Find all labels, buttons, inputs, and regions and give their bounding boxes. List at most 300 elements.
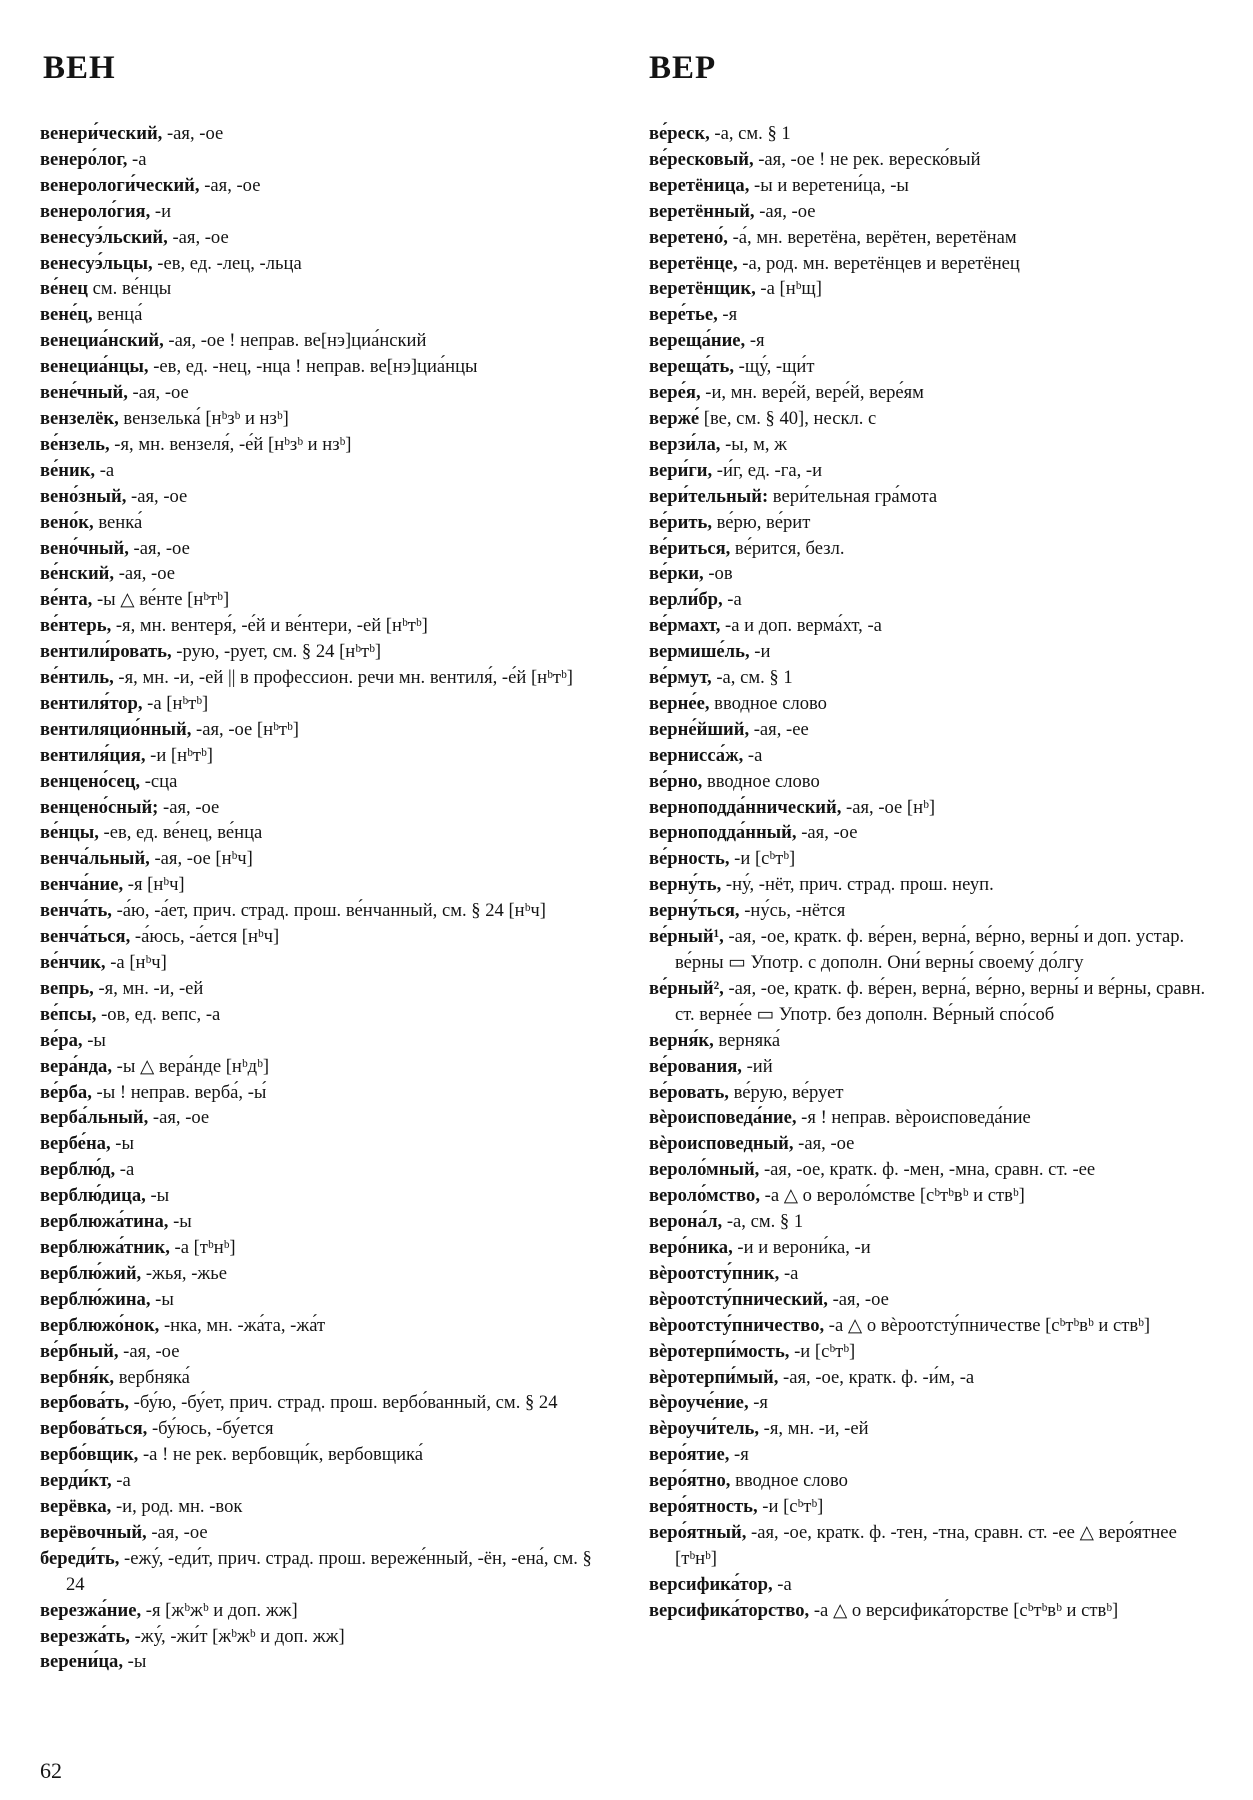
entry-body: -и [нᵇтᵇ] xyxy=(145,744,213,766)
entry-headword: верноподда́нный, xyxy=(649,822,797,844)
entry-headword: верени́ца, xyxy=(40,1651,123,1673)
entry-headword: венероло́гия, xyxy=(40,200,151,222)
entry-headword: ве́ресковый, xyxy=(649,148,754,170)
dictionary-entry xyxy=(649,1209,1217,1235)
entry-headword: верне́йший, xyxy=(649,718,750,740)
entry-body: -ая, -ое xyxy=(167,226,229,248)
dictionary-entry xyxy=(649,1080,1217,1106)
entry-headword: ве́нец xyxy=(40,278,88,300)
dictionary-entry xyxy=(40,1054,608,1080)
dictionary-entry xyxy=(649,717,1217,743)
entry-headword: ве́рный², xyxy=(649,977,724,999)
dictionary-entry xyxy=(649,173,1217,199)
dictionary-entry xyxy=(40,1365,608,1391)
entry-body: -а xyxy=(95,459,115,481)
entry-headword: ве́рования, xyxy=(649,1055,742,1077)
dictionary-entry xyxy=(649,536,1217,562)
entry-body: -ая, -ое xyxy=(126,485,188,507)
entry-body: -я xyxy=(729,1444,749,1466)
entry-headword: вероло́мный, xyxy=(649,1159,760,1181)
entry-headword: вербня́к, xyxy=(40,1366,115,1388)
entry-body: -а xyxy=(115,1159,135,1181)
entry-body: -ев, ед. -нец, -нца ! неправ. ве[нэ]циа́нцы xyxy=(148,356,478,378)
dictionary-entry xyxy=(40,846,608,872)
entry-headword: версифика́тор, xyxy=(649,1573,773,1595)
dictionary-entry xyxy=(649,872,1217,898)
entry-body: -ая, -ее xyxy=(749,718,809,740)
entry-headword: вене́ц, xyxy=(40,304,93,326)
entry-headword: версифика́торство, xyxy=(649,1599,810,1621)
entry-body: -а xyxy=(127,148,147,170)
entry-headword: ве́рный¹, xyxy=(649,926,724,948)
entry-body: ве́рую, ве́рует xyxy=(728,1081,844,1103)
dictionary-entry xyxy=(649,302,1217,328)
entry-headword: верблю́дица, xyxy=(40,1185,146,1207)
entry-body: -рую, -рует, см. § 24 [нᵇтᵇ] xyxy=(171,641,382,663)
entry-headword: ве́ра, xyxy=(40,1029,83,1051)
dictionary-entry xyxy=(649,795,1217,821)
entry-headword: верне́е, xyxy=(649,692,710,714)
entry-headword: верезжа́ние, xyxy=(40,1599,142,1621)
dictionary-entry xyxy=(40,665,608,691)
entry-body: венца́ xyxy=(92,304,143,326)
dictionary-entry xyxy=(649,1235,1217,1261)
entry-headword: венециа́нцы, xyxy=(40,356,149,378)
dictionary-entry xyxy=(40,121,608,147)
dictionary-entry xyxy=(40,406,608,432)
dictionary-entry xyxy=(40,1598,608,1624)
entry-body: -ая, -ое [нᵇч] xyxy=(149,848,253,870)
entry-body: -ы xyxy=(145,1185,170,1207)
entry-headword: венесуэ́льский, xyxy=(40,226,168,248)
entry-body: -я, мн. вензеля́, -е́й [нᵇзᵇ и нзᵇ] xyxy=(109,433,352,455)
dictionary-entry xyxy=(649,1287,1217,1313)
dictionary-entry xyxy=(40,872,608,898)
entry-headword: ве́нтиль, xyxy=(40,667,114,689)
right-column xyxy=(649,121,1217,1624)
entry-body: -а, см. § 1 xyxy=(722,1211,804,1233)
entry-body: -а xyxy=(111,1470,131,1492)
dictionary-entry xyxy=(40,639,608,665)
entry-body: [ве, см. § 40], нескл. с xyxy=(699,407,877,429)
entry-body: -жья, -жье xyxy=(141,1262,227,1284)
entry-headword: вентиля́ция, xyxy=(40,744,146,766)
entry-body: -бу́ю, -бу́ет, прич. страд. прош. вербо́ванный, см. § 24 xyxy=(129,1392,558,1414)
entry-body: -ну́, -нёт, прич. страд. прош. неуп. xyxy=(721,874,994,896)
entry-body: -ая, -ое xyxy=(128,537,190,559)
entry-body: -а xyxy=(722,589,742,611)
dictionary-entry xyxy=(40,898,608,924)
entry-headword: веретено́, xyxy=(649,226,728,248)
entry-headword: верблю́жий, xyxy=(40,1262,142,1284)
entry-body: -и [сᵇтᵇ] xyxy=(729,848,796,870)
entry-headword: веро́ятие, xyxy=(649,1444,730,1466)
entry-body: -а △ о версифика́торстве [сᵇтᵇвᵇ и ствᵇ] xyxy=(809,1599,1119,1621)
entry-headword: ве́рить, xyxy=(649,511,712,533)
entry-headword: вербова́ться, xyxy=(40,1418,148,1440)
entry-body: -я xyxy=(748,1392,768,1414)
dictionary-entry xyxy=(40,458,608,484)
entry-headword: вѐроотсту́пник, xyxy=(649,1262,780,1284)
entry-body: -ы △ вера́нде [нᵇдᵇ] xyxy=(112,1055,270,1077)
entry-body: -ы xyxy=(122,1651,147,1673)
dictionary-entry xyxy=(40,1157,608,1183)
entry-body: -ая, -ое ! не рек. вереско́вый xyxy=(753,148,981,170)
entry-body: -ая, -ое xyxy=(199,174,261,196)
entry-headword: ве́рмахт, xyxy=(649,615,721,637)
right-running-head: ВЕР xyxy=(649,50,717,86)
entry-headword: вепрь, xyxy=(40,977,94,999)
entry-headword: вера́нда, xyxy=(40,1055,112,1077)
entry-body: -а xyxy=(743,744,763,766)
entry-headword: ве́псы, xyxy=(40,1003,97,1025)
entry-body: -и xyxy=(749,641,771,663)
dictionary-entry xyxy=(649,1442,1217,1468)
entry-body: -я ! неправ. вѐроисповеда́ние xyxy=(796,1107,1031,1129)
entry-headword: ве́рность, xyxy=(649,848,730,870)
entry-body: -ы xyxy=(82,1029,106,1051)
dictionary-entry xyxy=(40,795,608,821)
entry-headword: веро́ятно, xyxy=(649,1470,731,1492)
dictionary-entry xyxy=(649,276,1217,302)
entry-headword: вѐротерпи́мость, xyxy=(649,1340,790,1362)
dictionary-entry xyxy=(649,251,1217,277)
entry-headword: вено́чный, xyxy=(40,537,129,559)
entry-body: -бу́юсь, -бу́ется xyxy=(147,1418,274,1440)
dictionary-entry xyxy=(40,743,608,769)
entry-headword: ве́нтерь, xyxy=(40,615,112,637)
dictionary-entry xyxy=(40,924,608,950)
entry-body: вводное слово xyxy=(709,692,827,714)
dictionary-entry xyxy=(40,276,608,302)
dictionary-entry xyxy=(40,1494,608,1520)
entry-body: -а [нᵇщ] xyxy=(755,278,822,300)
entry-headword: верноподда́ннический, xyxy=(649,796,842,818)
entry-body: -ев, ед. ве́нец, ве́нца xyxy=(98,822,263,844)
dictionary-entry xyxy=(649,691,1217,717)
entry-headword: ве́ник, xyxy=(40,459,96,481)
entry-headword: венери́ческий, xyxy=(40,123,163,144)
dictionary-entry xyxy=(649,1468,1217,1494)
entry-headword: венча́льный, xyxy=(40,848,150,870)
entry-headword: ве́нта, xyxy=(40,589,93,611)
dictionary-entry xyxy=(649,1261,1217,1287)
entry-body: -я, мн. -и, -ей || в профессион. речи мн. вентиля́, -е́й [нᵇтᵇ] xyxy=(113,667,573,689)
entry-body: -ая, -ое xyxy=(162,123,224,144)
entry-headword: венециа́нский, xyxy=(40,330,164,352)
dictionary-entry xyxy=(40,1442,608,1468)
entry-body: -а △ о вѐроотсту́пничестве [сᵇтᵇвᵇ и ствᵇ] xyxy=(824,1314,1151,1336)
dictionary-entry xyxy=(649,1390,1217,1416)
dictionary-entry xyxy=(40,1313,608,1339)
dictionary-entry xyxy=(649,639,1217,665)
dictionary-entry xyxy=(40,510,608,536)
dictionary-entry xyxy=(40,147,608,173)
entry-body: -ая, -ое, кратк. ф. ве́рен, верна́, ве́рно, верны́ и ве́рны, сравн. ст. верне́е ▭ Употр. без дополн. Ве́рный спо́соб xyxy=(675,977,1206,1025)
entry-body: -ая, -ое xyxy=(148,1107,210,1129)
dictionary-entry xyxy=(649,406,1217,432)
dictionary-entry xyxy=(40,1416,608,1442)
entry-headword: вентиляцио́нный, xyxy=(40,718,192,740)
entry-headword: вероло́мство, xyxy=(649,1185,760,1207)
entry-body: -ая, -ое, кратк. ф. -мен, -мна, сравн. ст. -ее xyxy=(759,1159,1096,1181)
dictionary-entry xyxy=(40,302,608,328)
dictionary-entry xyxy=(649,1339,1217,1365)
entry-body: -ая, -ое xyxy=(158,796,220,818)
entry-headword: ве́нцы, xyxy=(40,822,99,844)
left-column xyxy=(40,121,608,1675)
entry-body: -и [сᵇтᵇ] xyxy=(789,1340,856,1362)
entry-body: -ов, ед. вепс, -а xyxy=(96,1003,221,1025)
entry-body: ве́рю, ве́рит xyxy=(711,511,811,533)
dictionary-entry xyxy=(40,328,608,354)
entry-body: -а́, мн. веретёна, верётен, веретёнам xyxy=(727,226,1017,248)
left-running-head: ВЕН xyxy=(43,50,116,86)
dictionary-entry xyxy=(40,950,608,976)
entry-body: -ы xyxy=(168,1211,192,1233)
entry-headword: верёвочный, xyxy=(40,1521,147,1543)
dictionary-entry xyxy=(649,1157,1217,1183)
entry-body: -ий xyxy=(741,1055,773,1077)
dictionary-entry xyxy=(649,898,1217,924)
entry-headword: вере́тье, xyxy=(649,304,718,326)
entry-headword: ве́нский, xyxy=(40,563,115,585)
entry-headword: вено́зный, xyxy=(40,485,127,507)
dictionary-entry xyxy=(40,432,608,458)
entry-body: -ая, -ое xyxy=(793,1133,855,1155)
entry-headword: веретёнщик, xyxy=(649,278,756,300)
entry-body: -ая, -ое [нᵇтᵇ] xyxy=(191,718,299,740)
dictionary-entry xyxy=(40,1131,608,1157)
entry-headword: ве́рно, xyxy=(649,770,703,792)
entry-body: -ая, -ое, кратк. ф. -и́м, -а xyxy=(778,1366,975,1388)
entry-headword: верба́льный, xyxy=(40,1107,149,1129)
dictionary-entry xyxy=(40,1287,608,1313)
entry-headword: верня́к, xyxy=(649,1029,714,1051)
entry-body: -а △ о вероло́мстве [сᵇтᵇвᵇ и ствᵇ] xyxy=(759,1185,1025,1207)
dictionary-entry xyxy=(649,769,1217,795)
dictionary-entry xyxy=(649,743,1217,769)
entry-body: -ну́сь, -нётся xyxy=(739,900,846,922)
dictionary-entry xyxy=(40,1235,608,1261)
entry-body: вензелька́ [нᵇзᵇ и нзᵇ] xyxy=(118,407,289,429)
entry-body: -ая, -ое [нᵇ] xyxy=(841,796,936,818)
entry-headword: береди́ть, xyxy=(40,1547,120,1569)
dictionary-entry xyxy=(649,147,1217,173)
dictionary-entry xyxy=(40,1390,608,1416)
entry-headword: верну́ться, xyxy=(649,900,740,922)
entry-body: -жу́, -жи́т [жᵇжᵇ и доп. жж] xyxy=(129,1625,345,1647)
entry-body: вводное слово xyxy=(702,770,820,792)
dictionary-entry xyxy=(40,1339,608,1365)
entry-headword: ве́нзель, xyxy=(40,433,110,455)
dictionary-entry xyxy=(40,1209,608,1235)
dictionary-entry xyxy=(40,225,608,251)
dictionary-entry xyxy=(40,199,608,225)
dictionary-entry xyxy=(649,121,1217,147)
entry-headword: веретёница, xyxy=(649,174,750,196)
dictionary-entry xyxy=(40,1028,608,1054)
dictionary-entry xyxy=(649,458,1217,484)
entry-body: -я xyxy=(717,304,738,326)
entry-headword: веро́ятный, xyxy=(649,1521,747,1543)
dictionary-entry xyxy=(649,1131,1217,1157)
entry-body: -я [жᵇжᵇ и доп. жж] xyxy=(141,1599,298,1621)
entry-headword: веретённый, xyxy=(649,200,755,222)
entry-body: -и [сᵇтᵇ] xyxy=(757,1496,824,1518)
dictionary-entry xyxy=(649,1313,1217,1339)
dictionary-entry xyxy=(649,613,1217,639)
entry-headword: вербо́вщик, xyxy=(40,1444,139,1466)
entry-headword: верблюжо́нок, xyxy=(40,1314,160,1336)
dictionary-entry xyxy=(649,846,1217,872)
entry-headword: вермише́ль, xyxy=(649,641,750,663)
dictionary-entry xyxy=(649,1028,1217,1054)
dictionary-entry xyxy=(649,199,1217,225)
entry-body: -и́г, ед. -га, -и xyxy=(712,459,823,481)
dictionary-entry xyxy=(649,561,1217,587)
entry-body: -ая, -ое xyxy=(146,1521,208,1543)
entry-body: -я [нᵇч] xyxy=(123,874,185,896)
entry-headword: ве́реск, xyxy=(649,123,710,144)
dictionary-entry xyxy=(649,1183,1217,1209)
entry-body: -ы △ ве́нте [нᵇтᵇ] xyxy=(92,589,230,611)
entry-body: -ая, -ое xyxy=(127,382,189,404)
entry-headword: вере́я, xyxy=(649,382,701,404)
dictionary-entry xyxy=(40,380,608,406)
entry-body: -а, род. мн. веретёнцев и веретёнец xyxy=(737,252,1020,274)
entry-body: -а xyxy=(779,1262,799,1284)
entry-body: венка́ xyxy=(93,511,143,533)
dictionary-entry xyxy=(40,173,608,199)
entry-headword: верну́ть, xyxy=(649,874,722,896)
entry-body: -ая, -ое xyxy=(118,1340,180,1362)
dictionary-entry xyxy=(649,587,1217,613)
entry-body: -ев, ед. -лец, -льца xyxy=(152,252,302,274)
entry-headword: вѐроотсту́пнический, xyxy=(649,1288,828,1310)
entry-body: -и, мн. вере́й, вере́й, вере́ям xyxy=(700,382,924,404)
dictionary-entry xyxy=(40,1002,608,1028)
entry-headword: венерологи́ческий, xyxy=(40,174,200,196)
dictionary-entry xyxy=(40,354,608,380)
entry-headword: вербе́на, xyxy=(40,1133,111,1155)
entry-headword: вери́тельный: xyxy=(649,485,769,507)
entry-body: -ежу́, -еди́т, прич. страд. прош. вереже́нный, -ён, -ена́, см. § 24 xyxy=(66,1547,592,1595)
entry-headword: вери́ги, xyxy=(649,459,713,481)
entry-body: -а [нᵇтᵇ] xyxy=(142,692,209,714)
entry-headword: вѐроучи́тель, xyxy=(649,1418,760,1440)
dictionary-entry xyxy=(40,561,608,587)
entry-body: -а, см. § 1 xyxy=(709,123,791,144)
entry-headword: вентиля́тор, xyxy=(40,692,143,714)
dictionary-entry xyxy=(649,225,1217,251)
entry-body: -ая, -ое xyxy=(114,563,175,585)
entry-body: -ая, -ое ! неправ. ве[нэ]циа́нский xyxy=(163,330,427,352)
entry-headword: веретёнце, xyxy=(649,252,738,274)
entry-body: -ы и веретени́ца, -ы xyxy=(749,174,909,196)
entry-headword: верблюжа́тина, xyxy=(40,1211,169,1233)
entry-body: -ая, -ое xyxy=(754,200,816,222)
entry-headword: ве́рба, xyxy=(40,1081,92,1103)
entry-body: -ая, -ое xyxy=(827,1288,889,1310)
entry-headword: ве́ровать, xyxy=(649,1081,729,1103)
dictionary-entry xyxy=(649,328,1217,354)
entry-headword: ве́рки, xyxy=(649,563,704,585)
entry-body: -а́юсь, -а́ется [нᵇч] xyxy=(130,926,280,948)
entry-body: -а и доп. верма́хт, -а xyxy=(720,615,882,637)
page-number: 62 xyxy=(40,1758,62,1783)
entry-headword: верёвка, xyxy=(40,1496,112,1518)
entry-body: -а [тᵇнᵇ] xyxy=(169,1236,236,1258)
entry-headword: верона́л, xyxy=(649,1211,723,1233)
entry-body: -сца xyxy=(140,770,178,792)
entry-headword: верзи́ла, xyxy=(649,433,721,455)
entry-body: -а xyxy=(772,1573,792,1595)
entry-headword: вѐроисповедный, xyxy=(649,1133,794,1155)
entry-headword: ве́нчик, xyxy=(40,952,106,973)
dictionary-entry xyxy=(40,1624,608,1650)
entry-headword: ве́рмут, xyxy=(649,667,712,689)
entry-body: -а ! не рек. вербовщи́к, вербовщика́ xyxy=(138,1444,424,1466)
dictionary-entry xyxy=(649,1416,1217,1442)
dictionary-entry xyxy=(40,1468,608,1494)
entry-headword: вереща́ние, xyxy=(649,330,746,352)
dictionary-entry xyxy=(40,691,608,717)
entry-body: верняка́ xyxy=(713,1029,781,1051)
entry-body: -а [нᵇч] xyxy=(105,952,167,973)
dictionary-entry xyxy=(649,976,1217,1028)
dictionary-entry xyxy=(40,976,608,1002)
entry-body: вербняка́ xyxy=(114,1366,190,1388)
entry-body: вводное слово xyxy=(730,1470,848,1492)
entry-body: -ы xyxy=(150,1288,174,1310)
dictionary-entry xyxy=(40,820,608,846)
entry-headword: вентили́ровать, xyxy=(40,641,172,663)
entry-body: -ая, -ое xyxy=(796,822,858,844)
entry-body: -ая, -ое, кратк. ф. -тен, -тна, сравн. ст. -ее △ веро́ятнее [тᵇнᵇ] xyxy=(675,1521,1177,1569)
dictionary-entry xyxy=(40,613,608,639)
dictionary-entry xyxy=(649,1365,1217,1391)
dictionary-entry xyxy=(40,1183,608,1209)
entry-headword: верблю́д, xyxy=(40,1159,116,1181)
entry-headword: верезжа́ть, xyxy=(40,1625,130,1647)
entry-headword: вербова́ть, xyxy=(40,1392,129,1414)
entry-headword: венча́ние, xyxy=(40,874,124,896)
entry-headword: венесуэ́льцы, xyxy=(40,252,153,274)
dictionary-entry xyxy=(40,1649,608,1675)
entry-body: -я, мн. -и, -ей xyxy=(759,1418,869,1440)
entry-headword: вернисса́ж, xyxy=(649,744,744,766)
dictionary-entry xyxy=(649,1520,1217,1572)
entry-headword: вѐротерпи́мый, xyxy=(649,1366,779,1388)
entry-headword: вензелёк, xyxy=(40,407,119,429)
dictionary-entry xyxy=(649,380,1217,406)
entry-headword: венча́ть, xyxy=(40,900,112,922)
entry-body: вери́тельная гра́мота xyxy=(768,485,938,507)
dictionary-entry xyxy=(649,1105,1217,1131)
entry-body: -ая, -ое, кратк. ф. ве́рен, верна́, ве́рно, верны́ и доп. устар. ве́рны ▭ Употр. с дополн. Они́ верны́ своему́ до́лгу xyxy=(675,926,1185,973)
entry-headword: венцено́сец, xyxy=(40,770,141,792)
dictionary-entry xyxy=(40,1105,608,1131)
entry-headword: вереща́ть, xyxy=(649,356,735,378)
entry-headword: ве́риться, xyxy=(649,537,731,559)
entry-body: -а, см. § 1 xyxy=(711,667,793,689)
dictionary-entry xyxy=(40,1080,608,1106)
dictionary-entry xyxy=(649,924,1217,976)
dictionary-entry xyxy=(649,1572,1217,1598)
entry-headword: верли́бр, xyxy=(649,589,723,611)
dictionary-entry xyxy=(649,484,1217,510)
